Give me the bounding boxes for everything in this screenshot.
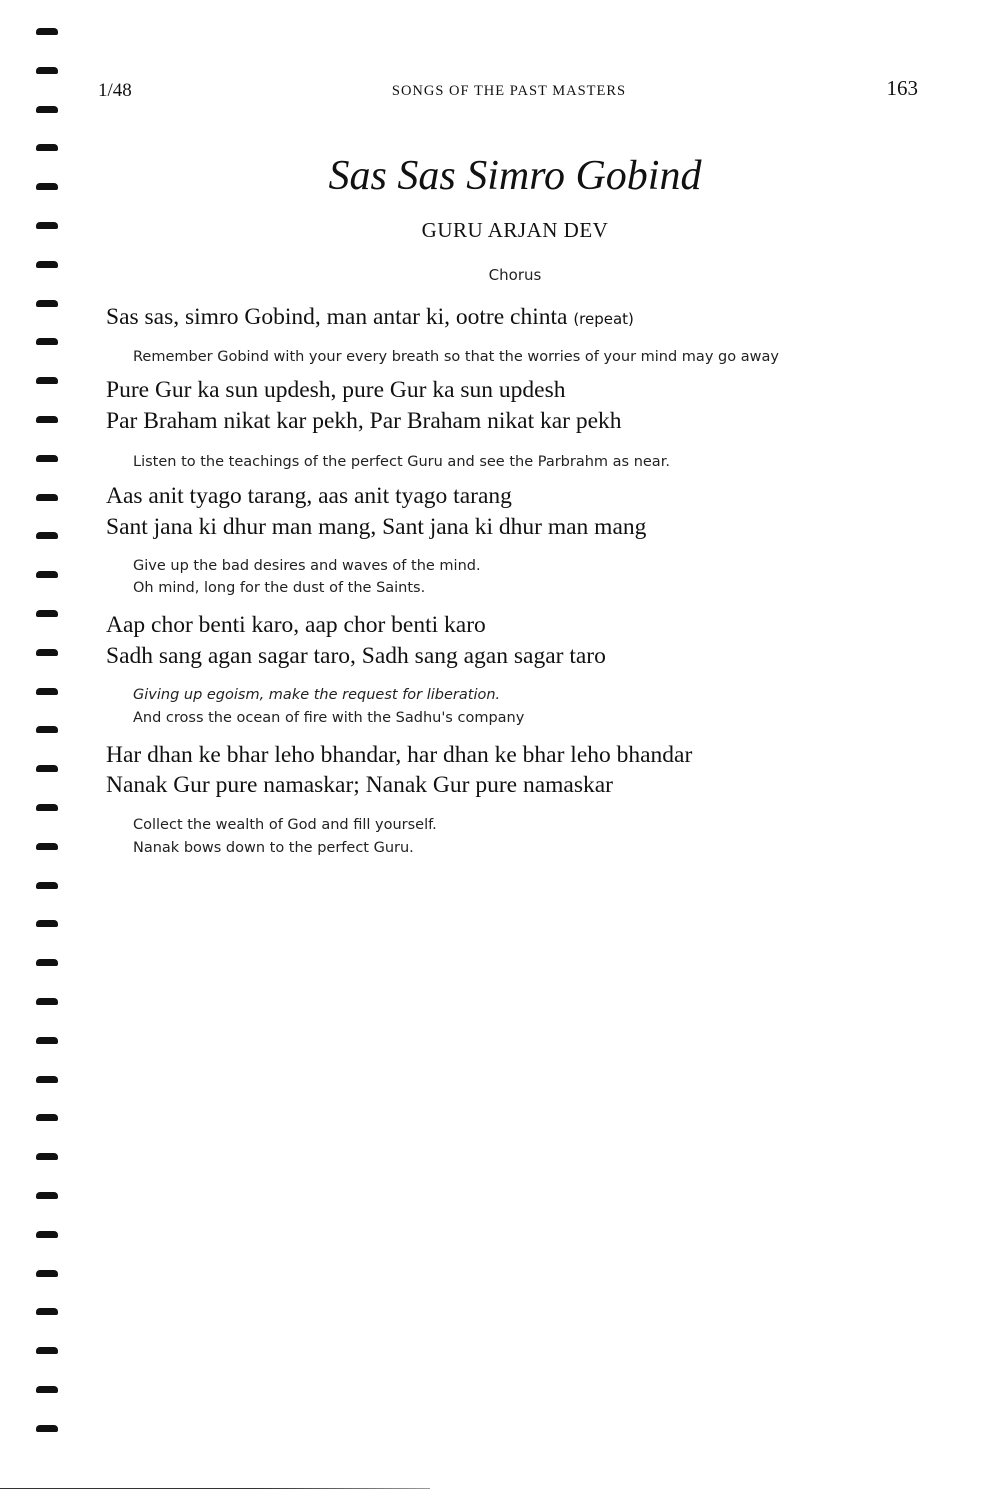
binding-mark: [36, 106, 58, 113]
binding-mark: [36, 1308, 58, 1315]
binding-mark: [36, 1037, 58, 1044]
chorus-text: Sas sas, simro Gobind, man antar ki, ootre chinta: [106, 304, 568, 330]
stanza-2-line-2: Sant jana ki dhur man mang, Sant jana ki dhur man mang: [106, 514, 647, 540]
binding-mark: [36, 67, 58, 74]
repeat-note: (repeat): [573, 310, 634, 328]
stanza-3-line-2: Sadh sang agan sagar taro, Sadh sang agan sagar taro: [106, 643, 606, 669]
page-number: 163: [886, 76, 918, 100]
binding-mark: [36, 1270, 58, 1277]
binding-mark: [36, 494, 58, 501]
binding-mark: [36, 1347, 58, 1354]
chorus-translation: Remember Gobind with your every breath so that the worries of your mind may go away: [133, 349, 779, 365]
song-author: GURU ARJAN DEV: [421, 218, 609, 242]
binding-mark: [36, 882, 58, 889]
running-title: SONGS OF THE PAST MASTERS: [391, 83, 627, 99]
binding-mark: [36, 144, 58, 151]
stanza-3-translation-2: And cross the ocean of fire with the Sadhu's company: [133, 710, 525, 726]
binding-mark: [36, 377, 58, 384]
binding-mark: [36, 1425, 58, 1432]
page-header: [98, 78, 920, 102]
binding-mark: [36, 28, 58, 35]
binding-mark: [36, 843, 58, 850]
stanza-4-line-1: Har dhan ke bhar leho bhandar, har dhan ke bhar leho bhandar: [106, 742, 693, 768]
chorus-label: Chorus: [488, 266, 542, 284]
binding-mark: [36, 1153, 58, 1160]
stanza-3-translation-1: Giving up egoism, make the request for liberation.: [133, 687, 501, 703]
bottom-rule: [0, 1488, 430, 1489]
binding-mark: [36, 610, 58, 617]
stanza-4-translation-1: Collect the wealth of God and fill yourself.: [133, 817, 437, 833]
binding-mark: [36, 532, 58, 539]
stanza-3-line-1: Aap chor benti karo, aap chor benti karo: [106, 612, 486, 638]
binding-mark: [36, 726, 58, 733]
binding-mark: [36, 765, 58, 772]
stanza-1-translation-1: Listen to the teachings of the perfect Guru and see the Parbrahm as near.: [133, 454, 670, 470]
binding-mark: [36, 920, 58, 927]
binding-mark: [36, 1076, 58, 1083]
binding-mark: [36, 688, 58, 695]
stanza-4-line-2: Nanak Gur pure namaskar; Nanak Gur pure namaskar: [106, 772, 614, 798]
binding-mark: [36, 338, 58, 345]
stanza-4-translation-2: Nanak bows down to the perfect Guru.: [133, 840, 414, 856]
binding-mark: [36, 1231, 58, 1238]
stanza-2-translation-2: Oh mind, long for the dust of the Saints.: [133, 580, 426, 596]
binding-mark: [36, 804, 58, 811]
binding-mark: [36, 1192, 58, 1199]
binding-mark: [36, 959, 58, 966]
stanza-1-line-2: Par Braham nikat kar pekh, Par Braham nikat kar pekh: [106, 408, 622, 434]
stanza-1-line-1: Pure Gur ka sun updesh, pure Gur ka sun updesh: [106, 377, 566, 403]
binding-mark: [36, 649, 58, 656]
song-title: Sas Sas Simro Gobind: [328, 153, 702, 199]
stanza-2-translation-1: Give up the bad desires and waves of the mind.: [133, 558, 481, 574]
binding-mark: [36, 571, 58, 578]
binding-mark: [36, 1114, 58, 1121]
binding-mark: [36, 998, 58, 1005]
binding-mark: [36, 1386, 58, 1393]
binding-mark: [36, 416, 58, 423]
chorus-line: [106, 302, 634, 335]
stanza-2-line-1: Aas anit tyago tarang, aas anit tyago tarang: [106, 483, 512, 509]
binding-mark: [36, 300, 58, 307]
binding-mark: [36, 455, 58, 462]
section-number: 1/48: [98, 80, 132, 101]
